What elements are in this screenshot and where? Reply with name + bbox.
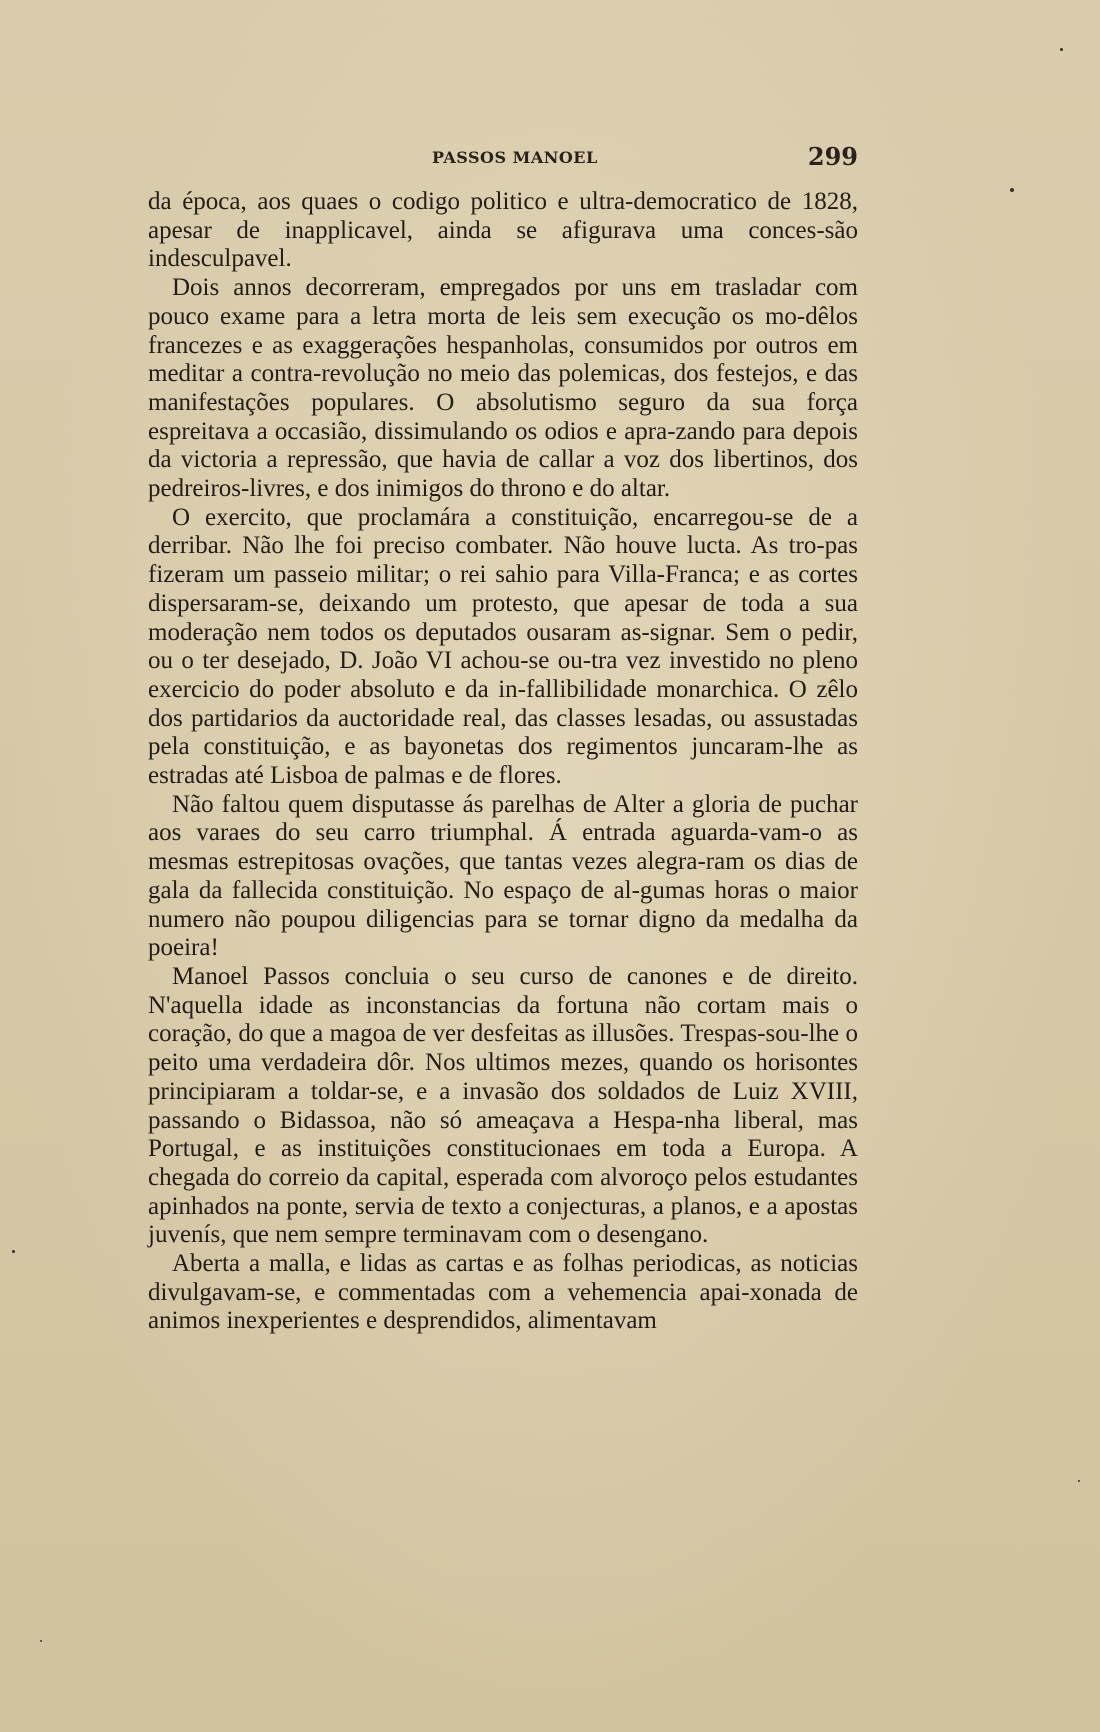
running-head-title: PASSOS MANOEL: [432, 148, 598, 167]
paragraph: Aberta a malla, e lidas as cartas e as folhas periodicas, as noticias divulgavam-se, e commentadas com a vehemencia apai-xonada de animos inexperientes e desprendidos, alimentavam: [148, 1250, 858, 1335]
paper-speck: [40, 1640, 42, 1642]
paragraph: O exercito, que proclamára a constituição, encarregou-se de a derribar. Não lhe foi preciso combater. Não houve lucta. As tro-pas fizeram um passeio militar; o rei sahio para Villa-Franca; e as cortes dispersaram-se, deixando um protesto, que apesar de toda a sua moderação nem todos os deputados ousaram as-signar. Sem o pedir, ou o ter desejado, D. João VI achou-se ou-tra vez investido no pleno exercicio do poder absoluto e da in-fallibilidade monarchica. O zêlo dos partidarios da auctoridade real, das classes lesadas, ou assustadas pela constituição, e as bayonetas dos regimentos juncaram-lhe as estradas até Lisboa de palmas e de flores.: [148, 503, 858, 790]
paragraph: Dois annos decorreram, empregados por uns em trasladar com pouco exame para a letra morta de leis sem execução os mo-dêlos francezes e as exaggerações hespanholas, consumidos por outros em meditar a contra-revolução no meio das polemicas, dos festejos, e das manifestações populares. O absolutismo seguro da sua força espreitava a occasião, dissimulando os odios e apra-zando para depois da victoria a repressão, que havia de callar a voz dos libertinos, dos pedreiros-livres, e dos inimigos do throno e do altar.: [148, 274, 858, 503]
paper-speck: [1078, 1480, 1080, 1482]
paper-speck: [1010, 188, 1014, 192]
body-text: [148, 188, 858, 1336]
paper-speck: [1060, 48, 1063, 51]
running-head: [148, 142, 858, 178]
paper-speck: [12, 1250, 15, 1253]
paragraph: Manoel Passos concluia o seu curso de canones e de direito. N'aquella idade as inconstancias da fortuna não cortam mais o coração, do que a magoa de ver desfeitas as illusões. Trespas-sou-lhe o peito uma verdadeira dôr. Nos ultimos mezes, quando os horisontes principiaram a toldar-se, e a invasão dos soldados de Luiz XVIII, passando o Bidassoa, não só ameaçava a Hespa-nha liberal, mas Portugal, e as instituições constitucionaes em toda a Europa. A chegada do correio da capital, esperada com alvoroço pelos estudantes apinhados na ponte, servia de texto a conjecturas, a planos, e a apostas juvenís, que nem sempre terminavam com o desengano.: [148, 962, 858, 1249]
paragraph: Não faltou quem disputasse ás parelhas de Alter a gloria de puchar aos varaes do seu carro triumphal. Á entrada aguarda-vam-o as mesmas estrepitosas ovações, que tantas vezes alegra-ram os dias de gala da fallecida constituição. No espaço de al-gumas horas o maior numero não poupou diligencias para se tornar digno da medalha da poeira!: [148, 790, 858, 962]
paragraph-continuation: da época, aos quaes o codigo politico e ultra-democratico de 1828, apesar de inapplicavel, ainda se afigurava uma conces-são indesculpavel.: [148, 188, 858, 273]
page-number: 299: [807, 142, 858, 171]
